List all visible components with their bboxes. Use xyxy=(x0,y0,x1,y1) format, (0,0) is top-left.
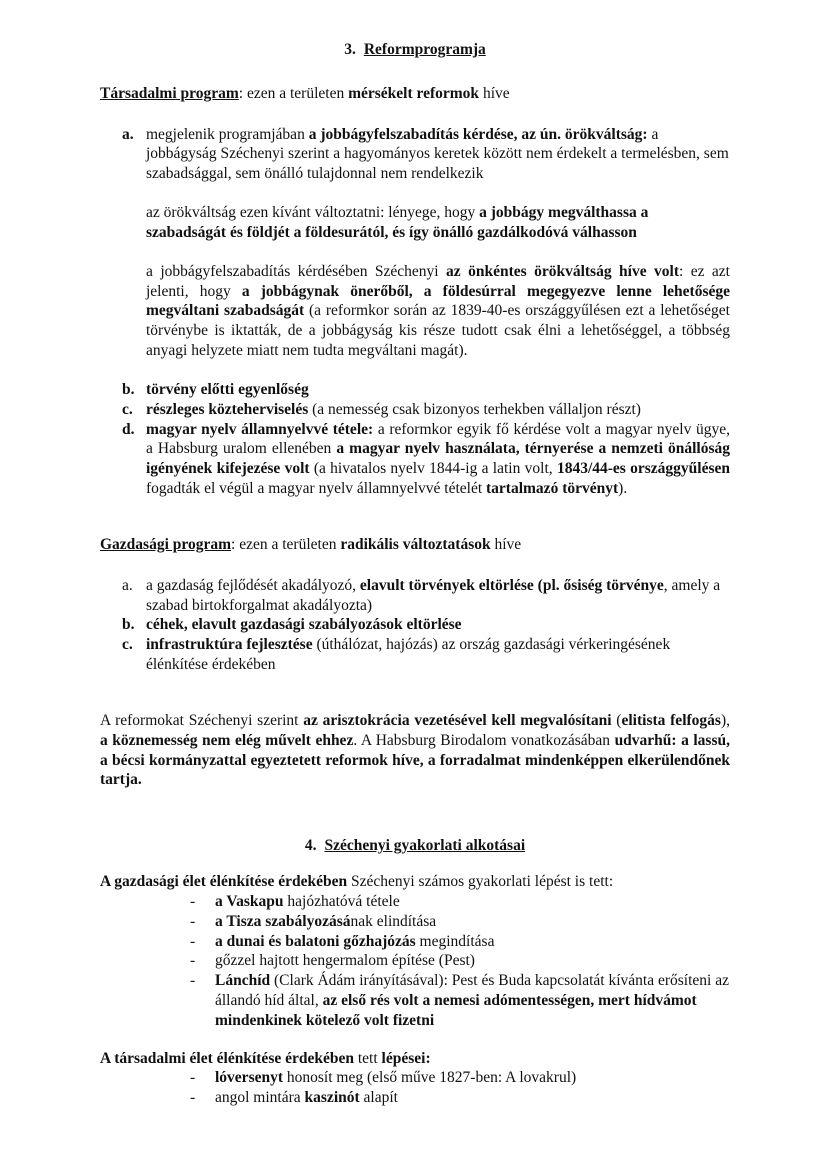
dash-item xyxy=(190,951,730,971)
paragraph: magyar nyelv államnyelvvé tétele: a reformkor egyik fő kérdése volt a magyar nyelv ügye, a Habsburg uralom ellenében a magyar nyelv használata, térnyerése a nemzeti önállóság igényének kifejezése volt (a hivatalos nyelv 1844-ig a latin volt, 1843/44-es országgyűlésen fogadták el végül a magyar nyelv államnyelvvé tételét tartalmazó törvényt). xyxy=(146,420,731,498)
dash-marker: - xyxy=(190,912,196,930)
paragraph: a jobbágyfelszabadítás kérdésében Széchenyi az önkéntes örökváltság híve volt: ez azt jelenti, hogy a jobbágynak önerőből, a földesúrral megegyezve lenne lehetősége megváltani szabadságát (a reformkor során az 1839-40-es országgyűlésen ezt a lehetőséget törvénybe is iktatták, de a jobbágyság kis része tudott csak élni a lehetőséggel, a többség anyagi helyzete miatt nem tudta megváltani magát). xyxy=(146,262,730,360)
paragraph: a Vaskapu hajózhatóvá tétele xyxy=(215,892,400,910)
list-marker: a. xyxy=(122,125,134,143)
list-item-content xyxy=(146,400,730,420)
paragraph: céhek, elavult gazdasági szabályozások eltörlése xyxy=(146,616,462,634)
dash-marker: - xyxy=(190,932,196,950)
paragraph: részleges közteherviselés (a nemesség csak bizonyos terhekben vállaljon részt) xyxy=(146,400,641,418)
list-marker: d. xyxy=(122,420,135,438)
list-marker: c. xyxy=(122,400,133,418)
list-item-content xyxy=(215,951,730,971)
list-marker: b. xyxy=(122,616,135,634)
list-item-content xyxy=(215,1088,730,1108)
list-item-d xyxy=(122,420,730,499)
paragraph: a dunai és balatoni gőzhajózás megindítása xyxy=(215,932,495,950)
dash-marker: - xyxy=(190,1069,196,1087)
practical-economic-intro: A gazdasági élet élénkítése érdekében Széchenyi számos gyakorlati lépést is tett: xyxy=(100,873,614,891)
dash-marker: - xyxy=(190,972,196,990)
social-program-list xyxy=(100,125,730,499)
paragraph: Lánchíd (Clark Ádám irányításával): Pest és Buda kapcsolatát kívánta erősíteni az állandó híd által, az első rés volt a nemesi adómentességen, mert hídvámot mindenkinek kötelező volt fizetni xyxy=(215,972,729,1029)
list-item-c xyxy=(122,400,730,420)
list-item-content xyxy=(215,932,730,952)
list-marker: c. xyxy=(122,636,133,654)
list-item-a xyxy=(122,125,730,380)
list-item-c xyxy=(122,635,730,675)
dash-item xyxy=(190,932,730,952)
practical-social-list xyxy=(100,1068,730,1108)
list-item-content xyxy=(215,971,730,1030)
dash-marker: - xyxy=(190,1089,196,1107)
dash-marker: - xyxy=(190,952,196,970)
list-marker: b. xyxy=(122,380,135,398)
list-item-b xyxy=(122,615,730,635)
paragraph: gőzzel hajtott hengermalom építése (Pest) xyxy=(215,952,475,970)
section-4-number: 4. xyxy=(304,837,317,855)
section-3-title: Reformprogramja xyxy=(363,41,486,58)
paragraph: angol mintára kaszinót alapít xyxy=(215,1089,398,1107)
paragraph: lóversenyt honosít meg (első műve 1827-ben: A lovakrul) xyxy=(215,1069,577,1087)
practical-economic-list xyxy=(100,892,730,1031)
practical-social-intro: A társadalmi élet élénkítése érdekében tett lépései: xyxy=(100,1049,431,1067)
section-4-heading xyxy=(100,836,730,856)
list-item-content xyxy=(215,892,730,912)
paragraph: megjelenik programjában a jobbágyfelszabadítás kérdése, az ún. örökváltság: a jobbágyság Széchenyi szerint a hagyományos keretek között nem érdekelt a termelésben, sem szabadsággal, sem önálló tulajdonnal nem rendelkezik xyxy=(146,125,729,183)
list-item-content xyxy=(146,125,730,380)
section-3-heading xyxy=(100,40,730,60)
dash-item xyxy=(190,1068,730,1088)
dash-item xyxy=(190,971,730,1030)
dash-item xyxy=(190,892,730,912)
section-4-title: Széchenyi gyakorlati alkotásai xyxy=(324,837,526,855)
paragraph: törvény előtti egyenlőség xyxy=(146,380,309,398)
economic-program-intro: Gazdasági program: ezen a területen radikális változtatások híve xyxy=(100,535,522,553)
list-item-content xyxy=(146,420,730,499)
paragraph: az örökváltság ezen kívánt változtatni: lényege, hogy a jobbágy megválthassa a szabadságát és földjét a földesurától, és így önálló gazdálkodóvá válhasson xyxy=(146,204,649,241)
social-program-intro: Társadalmi program: ezen a területen mérsékelt reformok híve xyxy=(100,84,510,102)
paragraph: infrastruktúra fejlesztése (úthálózat, hajózás) az ország gazdasági vérkeringésének élénkítése érdekében xyxy=(146,636,671,674)
list-item-content xyxy=(146,635,730,675)
dash-item xyxy=(190,1088,730,1108)
list-item-a xyxy=(122,576,730,616)
list-item-content xyxy=(146,380,730,400)
dash-item xyxy=(190,912,730,932)
list-item-b xyxy=(122,380,730,400)
summary-paragraph: A reformokat Széchenyi szerint az arisztokrácia vezetésével kell megvalósítani (elitista felfogás), a köznemesség nem elég művelt ehhez. A Habsburg Birodalom vonatkozásában udvarhű: a lassú, a bécsi kormányzattal egyeztetett reformok híve, a forradalmat mindenképpen elkerülendőnek tartja. xyxy=(100,711,730,789)
paragraph: a gazdaság fejlődését akadályozó, elavult törvények eltörlése (pl. ősiség törvénye, amely a szabad birtokforgalmat akadályozta) xyxy=(146,576,721,614)
list-item-content xyxy=(146,615,730,635)
economic-program-list xyxy=(100,576,730,675)
list-marker: a. xyxy=(122,576,133,594)
section-3-number: 3. xyxy=(344,41,356,58)
paragraph: a Tisza szabályozásának elindítása xyxy=(215,912,437,930)
dash-marker: - xyxy=(190,892,196,910)
list-item-content xyxy=(146,576,730,616)
list-item-content xyxy=(215,1068,730,1088)
list-item-content xyxy=(215,912,730,932)
